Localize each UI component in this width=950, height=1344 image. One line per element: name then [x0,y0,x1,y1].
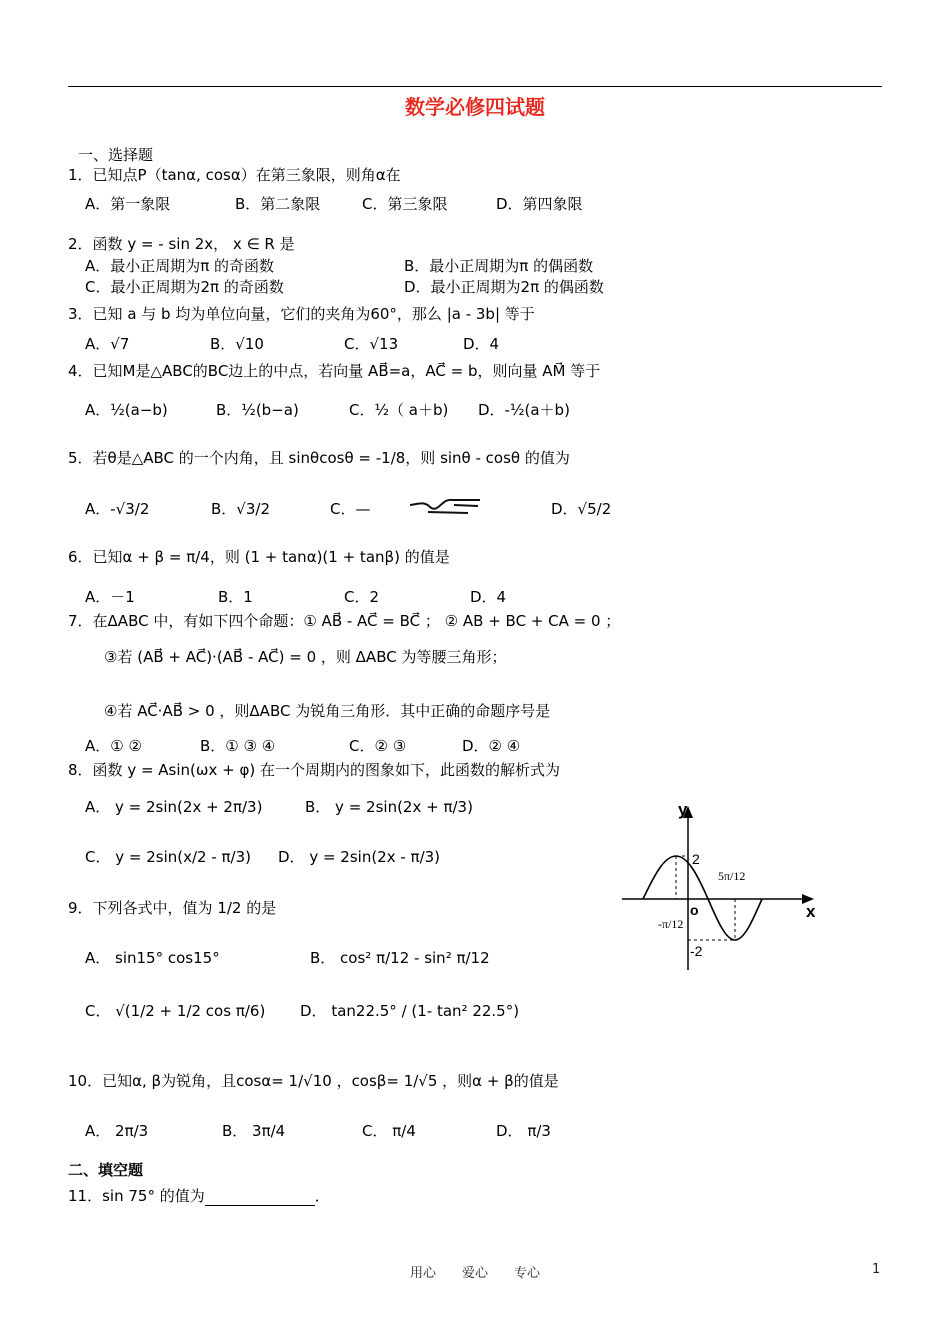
option: B．√10 [210,335,264,353]
option: A．－1 [85,588,135,606]
option: D．4 [470,588,507,606]
page-title: 数学必修四试题 [405,95,545,119]
option: A．½(a−b) [85,401,168,419]
option: A．-√3/2 [85,500,150,518]
option: B．½(b−a) [216,401,299,419]
option: D．4 [463,335,500,353]
question-8: 8．函数 y = Asin(ωx + φ) 在一个周期内的图象如下，此函数的解析式为 [68,761,560,779]
origin-label: o [690,902,699,918]
question-7-line-2: ③若 (AB⃗ + AC⃗)·(AB⃗ - AC⃗) = 0 ，则 ΔABC 为等腰三角形； [104,648,507,666]
neg-pi-label: -π/12 [658,917,684,931]
question-10: 10．已知α, β为锐角，且cosα= 1/√10 ，cosβ= 1/√5 ，则α + β的值是 [68,1072,559,1090]
option: A． y = 2sin(2x + 2π/3) [85,798,263,816]
option: B． y = 2sin(2x + π/3) [305,798,473,816]
question-5: 5．若θ是△ABC 的一个内角，且 sinθcosθ = -1/8，则 sinθ - cosθ 的值为 [68,449,570,467]
sine-graph [618,798,834,974]
header-rule [68,86,882,87]
option: B． cos² π/12 - sin² π/12 [310,949,490,967]
option: B．最小正周期为π 的偶函数 [404,257,594,275]
min-label: -2 [690,943,703,959]
question-3: 3．已知 a 与 b 均为单位向量，它们的夹角为60°，那么 |a - 3b| 等于 [68,305,535,323]
option: D． y = 2sin(2x - π/3) [278,848,441,866]
option: C． √(1/2 + 1/2 cos π/6) [85,1002,266,1020]
footer-slogan: 用心 爱心 专心 [409,1266,540,1281]
question-7: 7．在ΔABC 中，有如下四个命题：① AB⃗ - AC⃗ = BC⃗ ； ② AB + BC + CA = 0 ； [68,612,621,630]
question-6: 6．已知α + β = π/4，则 (1 + tanα)(1 + tanβ) 的值是 [68,548,450,566]
question-2: 2．函数 y = - sin 2x， x ∈ R 是 [68,235,295,253]
question-11: 11．sin 75° 的值为 ． [68,1187,330,1205]
max-label: 2 [692,851,700,867]
option: A．√7 [85,335,130,353]
option: C．— [330,500,371,518]
axis-label-y: y [678,800,688,819]
question-7-line-3: ④若 AC⃗·AB⃗ > 0 ，则ΔABC 为锐角三角形．其中正确的命题序号是 [104,702,551,720]
option: B．1 [218,588,253,606]
option: D．最小正周期为2π 的偶函数 [404,278,604,296]
option: C．√13 [344,335,399,353]
option: C．② ③ [349,737,407,755]
option: D．-½(a＋b) [478,401,570,419]
option: C． π/4 [362,1122,416,1140]
page-number: 1 [872,1262,881,1277]
axis-label-x: x [806,902,816,921]
section-heading: 一、选择题 [78,146,154,164]
option: C．½（ a＋b) [349,401,449,419]
pos-pi-label: 5π/12 [718,869,746,883]
option: D．第四象限 [496,195,583,213]
option: B．第二象限 [235,195,321,213]
question-1: 1．已知点P（tanα, cosα）在第三象限，则角α在 [68,166,401,184]
option: A． sin15° cos15° [85,949,220,967]
section-heading: 二、填空题 [68,1161,144,1179]
option: D．② ④ [462,737,521,755]
option: A．最小正周期为π 的奇函数 [85,257,275,275]
question-4: 4．已知M是△ABC的BC边上的中点，若向量 AB⃗=a，AC⃗ = b，则向量 AM⃗ 等于 [68,362,601,380]
option: D． tan22.5° / (1- tan² 22.5°) [300,1002,520,1020]
option: D．√5/2 [551,500,612,518]
option: A．① ② [85,737,142,755]
option: C．最小正周期为2π 的奇函数 [85,278,284,296]
option: C．第三象限 [362,195,448,213]
scribble-image [408,492,486,518]
option: A．第一象限 [85,195,171,213]
option: A． 2π/3 [85,1122,149,1140]
answer-blank[interactable] [205,1191,315,1206]
option: D． π/3 [496,1122,551,1140]
option: B．√3/2 [211,500,270,518]
question-9: 9．下列各式中，值为 1/2 的是 [68,899,277,917]
option: B． 3π/4 [222,1122,286,1140]
option: C． y = 2sin(x/2 - π/3) [85,848,252,866]
option: B．① ③ ④ [200,737,276,755]
option: C．2 [344,588,380,606]
